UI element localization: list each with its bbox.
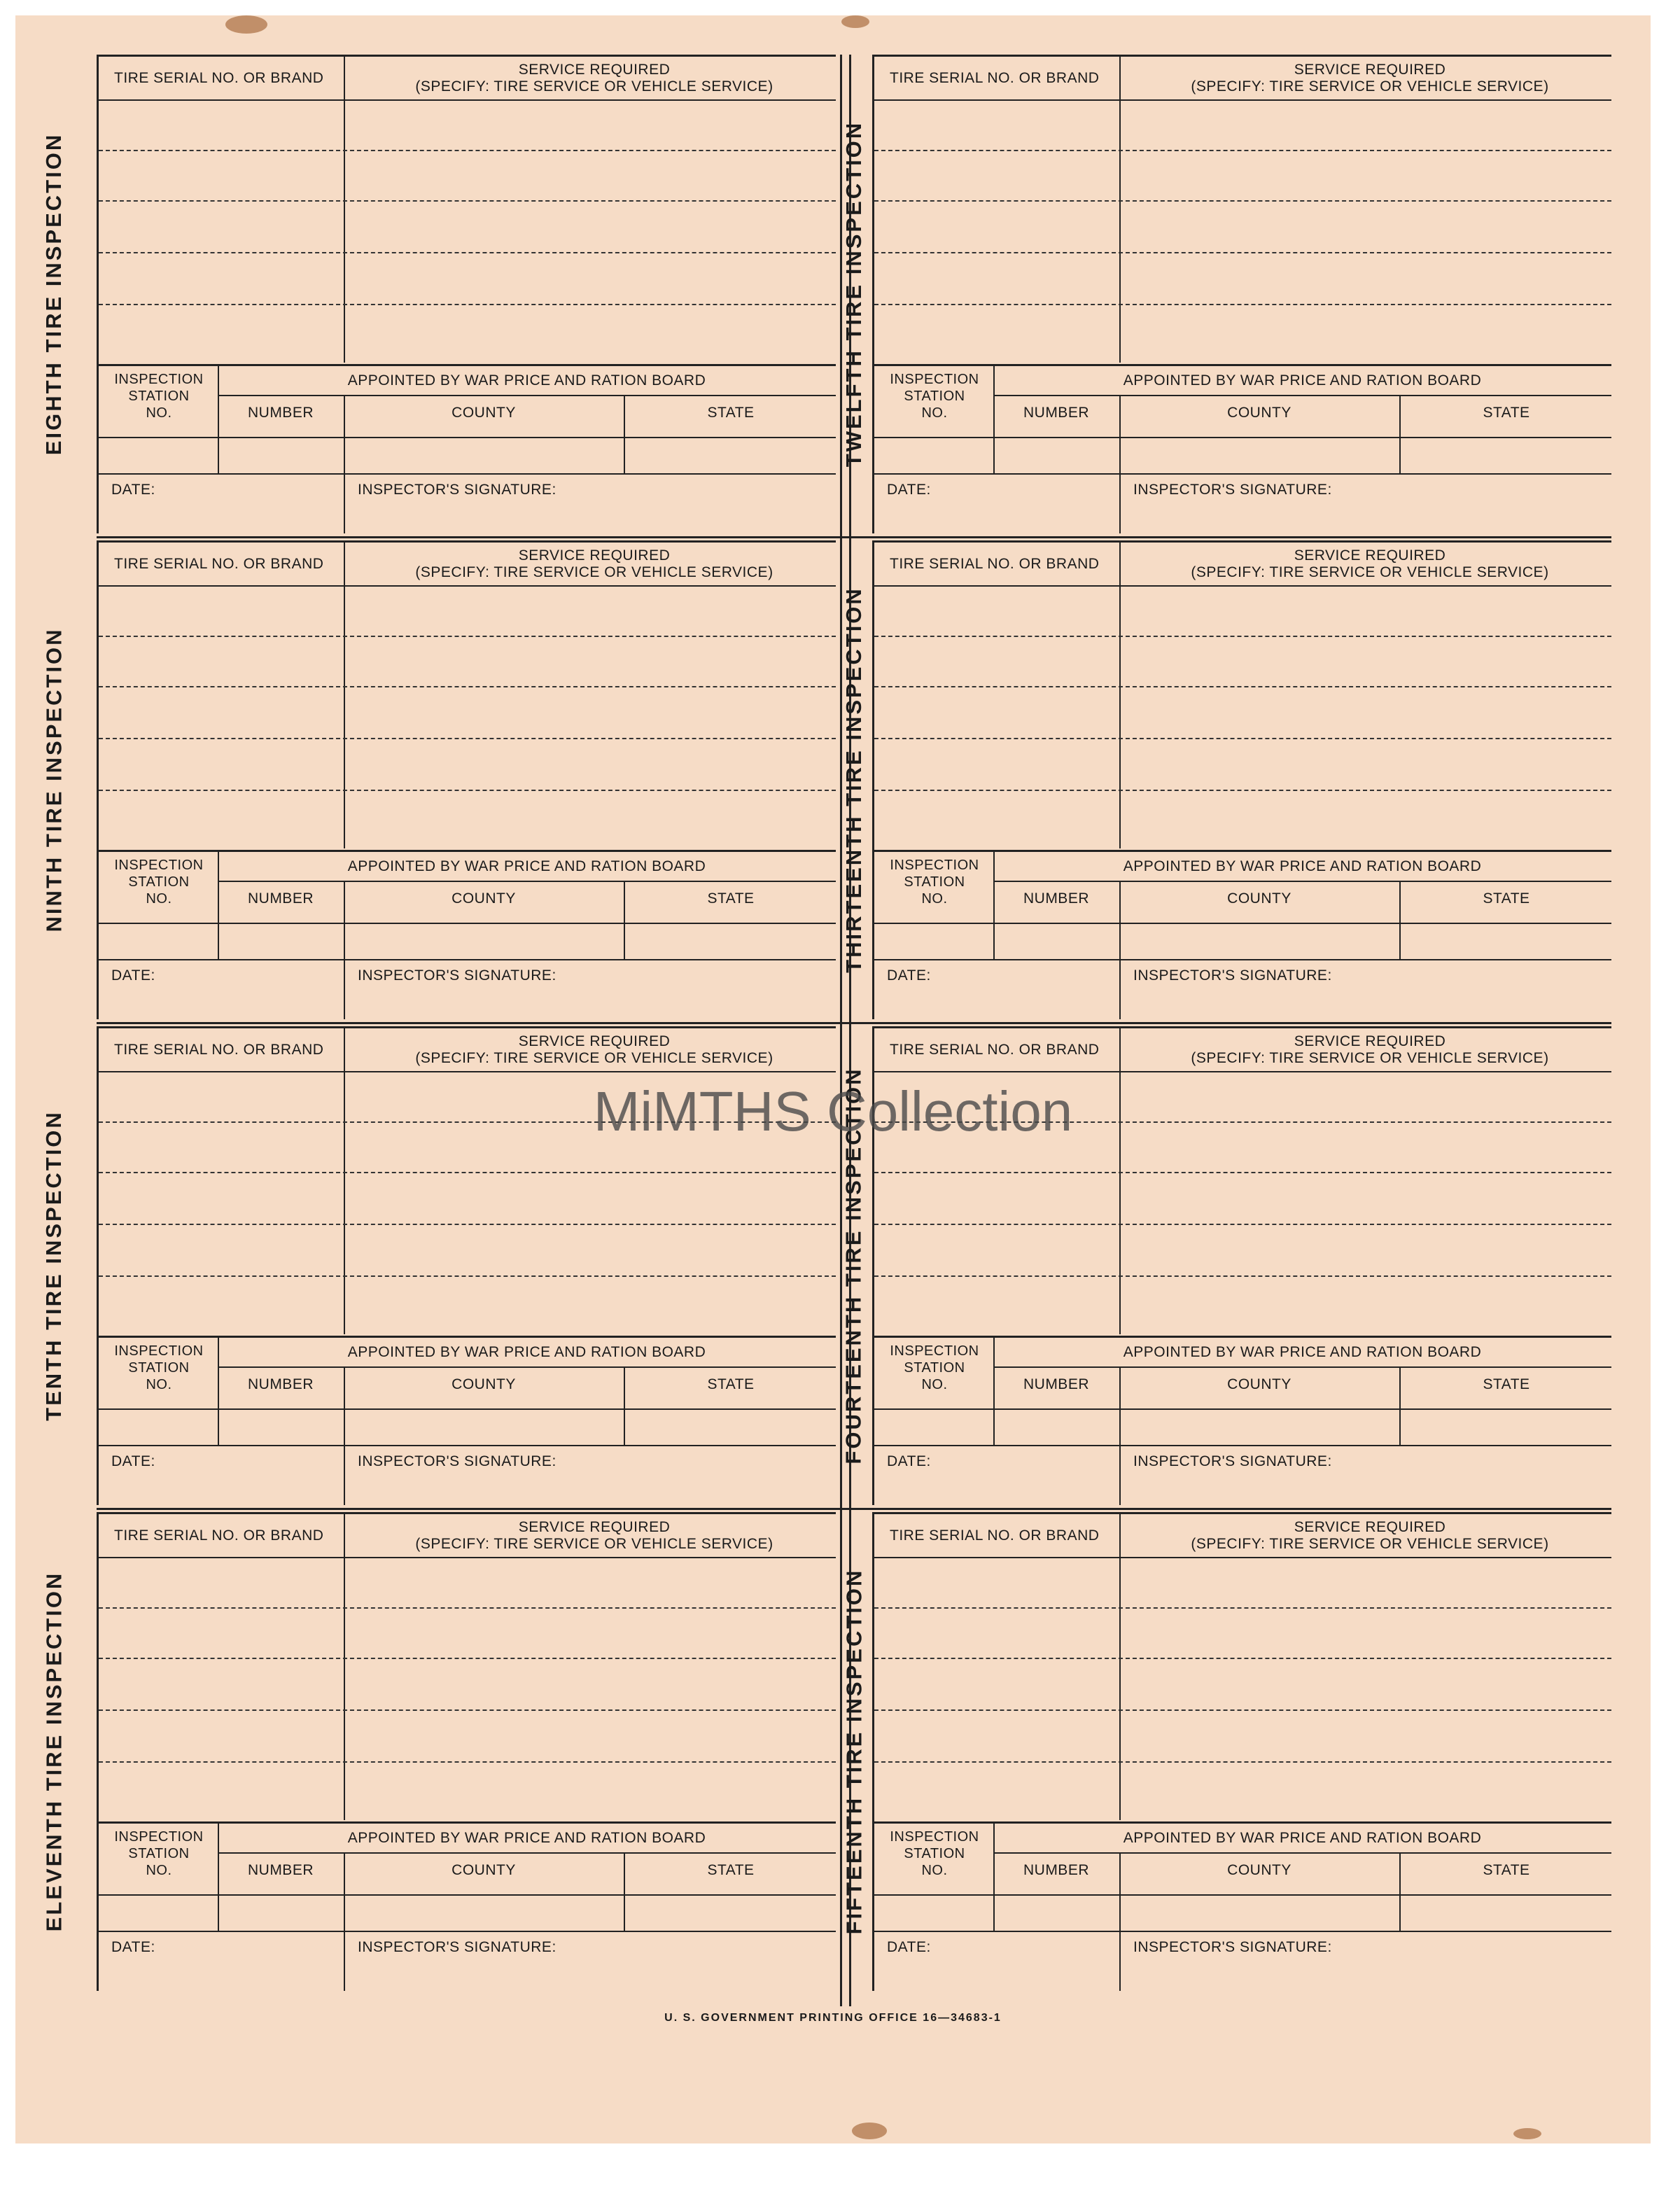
label: NO. (146, 405, 172, 421)
rule (99, 1071, 836, 1072)
number-label: NUMBER (247, 1376, 314, 1392)
entry-line[interactable] (874, 1709, 1611, 1711)
inspection-station-label (878, 1343, 990, 1393)
label: (SPECIFY: TIRE SERVICE OR VEHICLE SERVICE) (415, 78, 774, 95)
date-label: DATE: (887, 1453, 931, 1469)
rule (874, 1512, 1611, 1514)
section-separator (97, 536, 1611, 538)
entry-line[interactable] (99, 636, 836, 637)
tire-serial-label: TIRE SERIAL NO. OR BRAND (890, 1527, 1100, 1544)
label: INSPECTION (890, 858, 979, 873)
rule (218, 881, 836, 882)
label: SERVICE REQUIRED (1294, 1519, 1446, 1535)
label: NO. (146, 1863, 172, 1878)
state-label: STATE (707, 405, 755, 421)
label: STATION (128, 1360, 190, 1376)
rule (993, 881, 1611, 882)
entry-line[interactable] (99, 252, 836, 253)
label: (SPECIFY: TIRE SERVICE OR VEHICLE SERVICE) (1191, 564, 1549, 580)
rule (99, 473, 836, 475)
panel-box (872, 1512, 1611, 1991)
rule (99, 1445, 836, 1446)
label: INSPECTION (114, 1343, 204, 1359)
inspection-panel (841, 55, 1611, 533)
rule (344, 473, 345, 533)
rule (1119, 959, 1121, 1019)
rule (993, 1366, 1611, 1368)
label: STATION (904, 874, 965, 890)
label: NO. (921, 405, 948, 421)
date-label: DATE: (111, 1939, 155, 1955)
county-label: COUNTY (1227, 1862, 1292, 1878)
county-label: COUNTY (451, 1376, 516, 1392)
label: NO. (146, 1377, 172, 1392)
rule (874, 364, 1611, 366)
label: INSPECTION (890, 1343, 979, 1359)
entry-line[interactable] (874, 252, 1611, 253)
rule (218, 395, 836, 396)
tire-serial-label: TIRE SERIAL NO. OR BRAND (114, 1527, 324, 1544)
inspection-station-label (103, 1828, 215, 1879)
inspection-grid (41, 55, 1611, 2006)
panel-box (97, 1512, 836, 1991)
panel-title: THIRTEENTH TIRE INSPECTION (841, 587, 867, 973)
service-required-label (1126, 1033, 1614, 1067)
label: (SPECIFY: TIRE SERVICE OR VEHICLE SERVICE) (415, 1050, 774, 1066)
panel-title-wrap (836, 1512, 872, 1991)
signature-label: INSPECTOR'S SIGNATURE: (1133, 1453, 1332, 1469)
inspection-panel (841, 540, 1611, 1019)
rule (1119, 55, 1121, 363)
rule (99, 364, 836, 366)
panel-title: FOURTEENTH TIRE INSPECTION (841, 1067, 867, 1464)
rule (218, 1366, 836, 1368)
rust-stain (1513, 2128, 1541, 2139)
panel-title: ELEVENTH TIRE INSPECTION (41, 1571, 66, 1932)
date-label: DATE: (887, 1939, 931, 1955)
rule (99, 585, 836, 587)
rule (99, 1408, 836, 1410)
rule (1119, 1931, 1121, 1991)
rule (993, 1852, 1611, 1854)
rule (344, 1445, 345, 1505)
rule (99, 540, 836, 543)
signature-label: INSPECTOR'S SIGNATURE: (1133, 967, 1332, 984)
section-separator (97, 1508, 1611, 1510)
panel-title-wrap (836, 540, 872, 1019)
rule (874, 959, 1611, 960)
rule (874, 99, 1611, 101)
label: SERVICE REQUIRED (518, 1033, 671, 1049)
entry-line[interactable] (874, 1224, 1611, 1225)
tire-serial-label: TIRE SERIAL NO. OR BRAND (890, 556, 1100, 572)
number-label: NUMBER (1023, 1376, 1089, 1392)
rule (874, 1336, 1611, 1338)
label: (SPECIFY: TIRE SERVICE OR VEHICLE SERVICE) (1191, 1050, 1549, 1066)
entry-line[interactable] (99, 738, 836, 739)
appointed-label: APPOINTED BY WAR PRICE AND RATION BOARD (347, 1830, 706, 1846)
rule (99, 1336, 836, 1338)
rule (1119, 540, 1121, 848)
signature-label: INSPECTOR'S SIGNATURE: (1133, 1939, 1332, 1955)
county-label: COUNTY (451, 1862, 516, 1878)
label: STATION (128, 874, 190, 890)
printing-office-imprint: U. S. GOVERNMENT PRINTING OFFICE 16—34683-1 (664, 2012, 1002, 2024)
watermark: MiMTHS Collection (593, 1080, 1073, 1142)
rule (99, 1821, 836, 1824)
number-label: NUMBER (247, 1862, 314, 1878)
rule (99, 1512, 836, 1514)
entry-line[interactable] (874, 1658, 1611, 1659)
state-label: STATE (1483, 1862, 1530, 1878)
label: NO. (921, 1863, 948, 1878)
rule (99, 55, 836, 57)
inspection-panel (41, 1512, 836, 1991)
service-required-label (351, 1033, 838, 1067)
rule (1119, 473, 1121, 533)
entry-line[interactable] (99, 1224, 836, 1225)
state-label: STATE (707, 1376, 755, 1392)
rule (344, 540, 345, 848)
panel-title: FIFTEENTH TIRE INSPECTION (841, 1568, 867, 1935)
entry-line[interactable] (874, 686, 1611, 687)
service-required-label (1126, 547, 1614, 581)
inspection-panel (41, 55, 836, 533)
service-required-label (1126, 1519, 1614, 1553)
county-label: COUNTY (1227, 405, 1292, 421)
rule (99, 1026, 836, 1028)
appointed-label: APPOINTED BY WAR PRICE AND RATION BOARD (347, 858, 706, 874)
form-sheet (15, 15, 1651, 2143)
entry-line[interactable] (874, 200, 1611, 202)
rule (874, 1821, 1611, 1824)
entry-line[interactable] (99, 1761, 836, 1763)
panel-title-wrap (15, 540, 92, 1019)
entry-line[interactable] (99, 1709, 836, 1711)
county-label: COUNTY (451, 405, 516, 421)
entry-line[interactable] (874, 636, 1611, 637)
inspection-panel (41, 540, 836, 1019)
rule (874, 1071, 1611, 1072)
label: SERVICE REQUIRED (1294, 62, 1446, 78)
rust-stain (852, 2122, 887, 2139)
date-label: DATE: (111, 482, 155, 498)
label: STATION (128, 1846, 190, 1861)
rule (874, 1026, 1611, 1028)
signature-label: INSPECTOR'S SIGNATURE: (358, 1453, 556, 1469)
panel-box (872, 540, 1611, 1019)
rule (344, 55, 345, 363)
entry-line[interactable] (99, 200, 836, 202)
label: SERVICE REQUIRED (1294, 547, 1446, 564)
rule (874, 55, 1611, 57)
label: INSPECTION (114, 1829, 204, 1845)
label: NO. (921, 891, 948, 907)
tire-serial-label: TIRE SERIAL NO. OR BRAND (114, 70, 324, 86)
label: (SPECIFY: TIRE SERVICE OR VEHICLE SERVICE) (415, 564, 774, 580)
tire-serial-label: TIRE SERIAL NO. OR BRAND (114, 1042, 324, 1058)
entry-line[interactable] (99, 304, 836, 305)
service-required-label (1126, 62, 1614, 95)
state-label: STATE (707, 1862, 755, 1878)
panel-title-wrap (15, 55, 92, 533)
entry-line[interactable] (99, 686, 836, 687)
rule (874, 850, 1611, 852)
date-label: DATE: (111, 967, 155, 984)
rule (344, 1512, 345, 1820)
number-label: NUMBER (247, 890, 314, 907)
signature-label: INSPECTOR'S SIGNATURE: (358, 482, 556, 498)
appointed-label: APPOINTED BY WAR PRICE AND RATION BOARD (347, 1344, 706, 1360)
county-label: COUNTY (1227, 890, 1292, 907)
rule (874, 437, 1611, 438)
panel-box (872, 55, 1611, 533)
rule (874, 1931, 1611, 1932)
label: INSPECTION (890, 372, 979, 387)
appointed-label: APPOINTED BY WAR PRICE AND RATION BOARD (347, 372, 706, 389)
rule (874, 540, 1611, 543)
rule (99, 99, 836, 101)
label: SERVICE REQUIRED (1294, 1033, 1446, 1049)
inspection-station-label (103, 857, 215, 907)
date-label: DATE: (887, 967, 931, 984)
rule (99, 1931, 836, 1932)
rule (344, 1026, 345, 1334)
number-label: NUMBER (1023, 1862, 1089, 1878)
rule (874, 1894, 1611, 1896)
rule (874, 1408, 1611, 1410)
entry-line[interactable] (99, 790, 836, 791)
entry-line[interactable] (99, 1275, 836, 1277)
service-required-label (351, 62, 838, 95)
label: NO. (921, 1377, 948, 1392)
label: INSPECTION (890, 1829, 979, 1845)
tire-serial-label: TIRE SERIAL NO. OR BRAND (890, 1042, 1100, 1058)
rust-stain (225, 15, 267, 34)
date-label: DATE: (111, 1453, 155, 1469)
rule (1119, 1026, 1121, 1334)
state-label: STATE (1483, 890, 1530, 907)
label: (SPECIFY: TIRE SERVICE OR VEHICLE SERVICE) (1191, 1536, 1549, 1552)
entry-line[interactable] (874, 1761, 1611, 1763)
entry-line[interactable] (99, 1607, 836, 1609)
rule (218, 1852, 836, 1854)
entry-line[interactable] (99, 1172, 836, 1173)
label: STATION (904, 1360, 965, 1376)
entry-line[interactable] (874, 790, 1611, 791)
number-label: NUMBER (1023, 890, 1089, 907)
appointed-label: APPOINTED BY WAR PRICE AND RATION BOARD (1123, 372, 1482, 389)
entry-line[interactable] (874, 738, 1611, 739)
inspection-station-label (878, 857, 990, 907)
panel-title: NINTH TIRE INSPECTION (41, 627, 66, 932)
entry-line[interactable] (874, 1275, 1611, 1277)
inspection-station-label (103, 1343, 215, 1393)
panel-box (97, 540, 836, 1019)
state-label: STATE (707, 890, 755, 907)
appointed-label: APPOINTED BY WAR PRICE AND RATION BOARD (1123, 858, 1482, 874)
label: STATION (128, 389, 190, 404)
state-label: STATE (1483, 1376, 1530, 1392)
number-label: NUMBER (247, 405, 314, 421)
rule (874, 1557, 1611, 1558)
panel-title: EIGHTH TIRE INSPECTION (41, 132, 66, 456)
county-label: COUNTY (1227, 1376, 1292, 1392)
entry-line[interactable] (874, 1172, 1611, 1173)
label: STATION (904, 1846, 965, 1861)
panel-box (97, 55, 836, 533)
rule (874, 1445, 1611, 1446)
rule (874, 585, 1611, 587)
rule (344, 1931, 345, 1991)
panel-title-wrap (836, 55, 872, 533)
number-label: NUMBER (1023, 405, 1089, 421)
signature-label: INSPECTOR'S SIGNATURE: (358, 1939, 556, 1955)
panel-title: TWELFTH TIRE INSPECTION (841, 120, 866, 468)
label: STATION (904, 389, 965, 404)
label: INSPECTION (114, 858, 204, 873)
date-label: DATE: (887, 482, 931, 498)
service-required-label (351, 547, 838, 581)
inspection-station-label (103, 371, 215, 421)
rule (99, 959, 836, 960)
tire-serial-label: TIRE SERIAL NO. OR BRAND (890, 70, 1100, 86)
rust-stain (841, 15, 869, 28)
entry-line[interactable] (874, 1607, 1611, 1609)
appointed-label: APPOINTED BY WAR PRICE AND RATION BOARD (1123, 1830, 1482, 1846)
label: SERVICE REQUIRED (518, 62, 671, 78)
rule (344, 959, 345, 1019)
label: SERVICE REQUIRED (518, 547, 671, 564)
appointed-label: APPOINTED BY WAR PRICE AND RATION BOARD (1123, 1344, 1482, 1360)
entry-line[interactable] (874, 304, 1611, 305)
rule (99, 1894, 836, 1896)
rule (874, 923, 1611, 924)
label: NO. (146, 891, 172, 907)
rule (993, 395, 1611, 396)
panel-title-wrap (15, 1512, 92, 1991)
rule (1119, 1445, 1121, 1505)
rule (99, 437, 836, 438)
county-label: COUNTY (451, 890, 516, 907)
entry-line[interactable] (99, 1658, 836, 1659)
rule (99, 923, 836, 924)
tire-serial-label: TIRE SERIAL NO. OR BRAND (114, 556, 324, 572)
inspection-station-label (878, 1828, 990, 1879)
rule (99, 1557, 836, 1558)
label: (SPECIFY: TIRE SERVICE OR VEHICLE SERVICE) (1191, 78, 1549, 95)
entry-line[interactable] (874, 150, 1611, 151)
inspection-panel (841, 1512, 1611, 1991)
label: INSPECTION (114, 372, 204, 387)
rule (1119, 1512, 1121, 1820)
signature-label: INSPECTOR'S SIGNATURE: (1133, 482, 1332, 498)
section-separator (97, 1022, 1611, 1024)
panel-title: TENTH TIRE INSPECTION (41, 1110, 66, 1421)
state-label: STATE (1483, 405, 1530, 421)
rule (874, 473, 1611, 475)
entry-line[interactable] (99, 150, 836, 151)
service-required-label (351, 1519, 838, 1553)
rule (99, 850, 836, 852)
label: (SPECIFY: TIRE SERVICE OR VEHICLE SERVICE) (415, 1536, 774, 1552)
inspection-station-label (878, 371, 990, 421)
label: SERVICE REQUIRED (518, 1519, 671, 1535)
signature-label: INSPECTOR'S SIGNATURE: (358, 967, 556, 984)
